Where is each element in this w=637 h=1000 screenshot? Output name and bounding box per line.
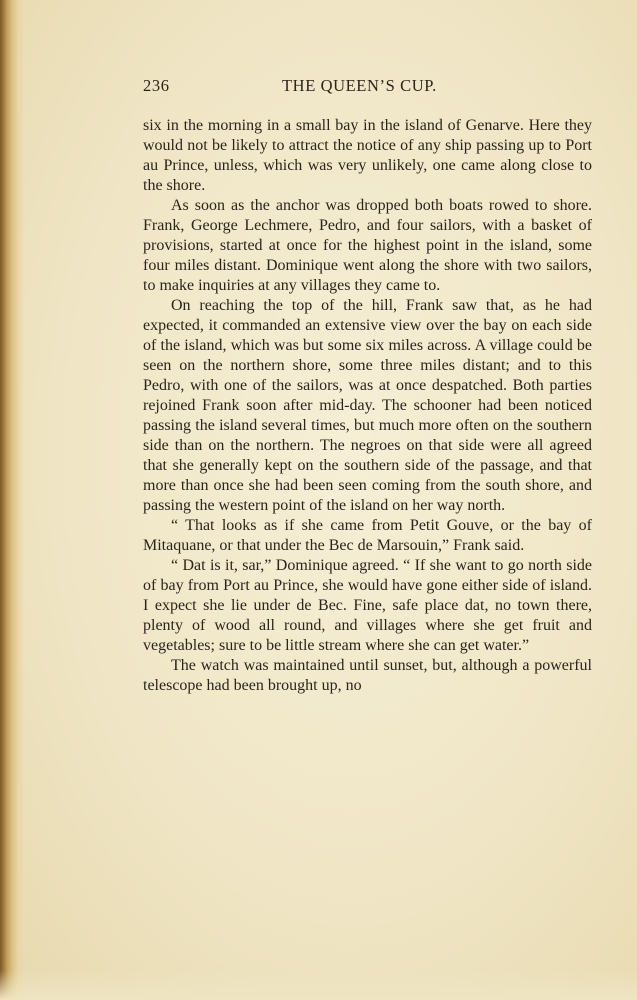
running-title: THE QUEEN’S CUP. (282, 76, 437, 95)
paragraph: On reaching the top of the hill, Frank saw that, as he had expected, it commanded an extensive view over the bay on each side of the island, which was but some six miles across. A village could be seen on the northern shore, some three miles distant; and to this Pedro, with one of the sailors, was at once despatched. Both parties rejoined Frank soon after mid-day. The schooner had been noticed passing the island several times, but much more often on the southern side than on the northern. The negroes on that side were all agreed that she generally kept on the southern side of the passage, and that more than once she had been seen coming from the south shore, and passing the western point of the island on her way north. (143, 297, 592, 514)
running-head (143, 76, 593, 98)
body-text (143, 116, 592, 696)
paragraph: As soon as the anchor was dropped both boats rowed to shore. Frank, George Lechmere, Pedro, and four sailors, with a basket of provisions, started at once for the highest point in the island, some four miles distant. Dominique went along the shore with two sailors, to make inquiries at any villages they came to. (143, 197, 592, 294)
paragraph: “ That looks as if she came from Petit Gouve, or the bay of Mitaquane, or that under the Bec de Marsouin,” Frank said. (143, 517, 592, 554)
paragraph: six in the morning in a small bay in the island of Genarve. Here they would not be likely to attract the notice of any ship passing up to Port au Prince, unless, which was very unlikely, one came along close to the shore. (143, 117, 592, 194)
page-binding-edge (0, 0, 24, 1000)
paragraph: The watch was maintained until sunset, but, although a powerful telescope had been brought up, no (143, 657, 592, 694)
page-number: 236 (143, 76, 170, 95)
page-bottom-edge (0, 970, 637, 1000)
paragraph: “ Dat is it, sar,” Dominique agreed. “ If she want to go north side of bay from Port au Prince, she would have gone either side of island. I expect she lie under de Bec. Fine, safe place dat, no town there, plenty of wood all round, and villages where she get fruit and vegetables; sure to be little stream where she can get water.” (143, 557, 592, 654)
